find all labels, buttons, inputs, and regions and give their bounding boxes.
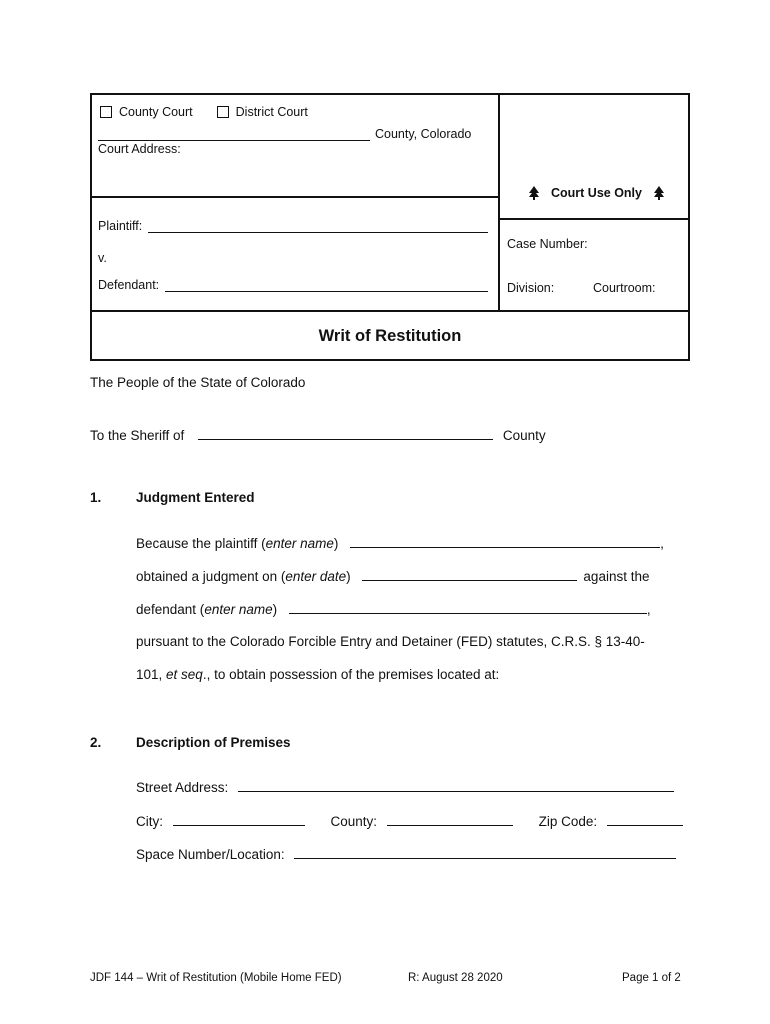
footer-page-number: Page 1 of 2	[622, 972, 681, 984]
courtroom-label: Courtroom:	[593, 281, 656, 295]
street-address-field[interactable]	[238, 780, 674, 792]
line5-prefix: 101,	[136, 667, 167, 682]
district-court-checkbox[interactable]	[217, 106, 229, 118]
line2-italic: enter date	[285, 569, 347, 584]
plaintiff-label: Plaintiff:	[98, 219, 143, 233]
line1-prefix: Because the plaintiff (	[136, 536, 266, 551]
section2-heading: Description of Premises	[136, 735, 291, 750]
defendant-name-row	[136, 602, 651, 617]
statute-continuation	[136, 667, 499, 682]
city-field[interactable]	[173, 814, 305, 826]
judgment-date-row	[136, 569, 649, 584]
district-court-label: District Court	[235, 105, 308, 119]
line3-end: ,	[646, 602, 651, 617]
line2-suffix: )	[346, 569, 351, 584]
up-arrow-icon	[652, 186, 666, 200]
zip-code-label: Zip Code:	[538, 814, 598, 829]
line3-prefix: defendant (	[136, 602, 205, 617]
line3-italic: enter name	[204, 602, 273, 617]
division-label: Division:	[507, 281, 555, 295]
judgment-date-field[interactable]	[362, 569, 577, 581]
line3-suffix: )	[272, 602, 278, 617]
caption-box	[90, 93, 690, 361]
sheriff-prefix: To the Sheriff of	[90, 428, 185, 443]
sheriff-county-field[interactable]	[198, 428, 493, 440]
versus-label: v.	[98, 251, 107, 265]
court-type-row	[100, 105, 332, 119]
county-field[interactable]	[387, 814, 513, 826]
street-address-label: Street Address:	[136, 780, 229, 795]
zip-code-field[interactable]	[607, 814, 683, 826]
court-use-only-label: Court Use Only	[551, 186, 642, 200]
section2-number: 2.	[90, 735, 102, 750]
defendant-label: Defendant:	[98, 278, 160, 292]
line1-suffix: )	[333, 536, 339, 551]
county-label: County:	[330, 814, 378, 829]
plaintiff-name-row	[136, 536, 664, 551]
up-arrow-icon	[527, 186, 541, 200]
line2-end: against the	[583, 569, 650, 584]
plaintiff-row	[98, 219, 488, 233]
judgment-defendant-field[interactable]	[289, 602, 647, 614]
city-county-zip-row	[136, 814, 683, 829]
space-number-field[interactable]	[294, 847, 676, 859]
document-title: Writ of Restitution	[318, 327, 462, 345]
space-number-row	[136, 847, 676, 862]
line5-suffix: ., to obtain possession of the premises located at:	[202, 667, 500, 682]
section1-number: 1.	[90, 490, 102, 505]
judgment-plaintiff-field[interactable]	[350, 536, 660, 548]
line1-end: ,	[660, 536, 664, 551]
court-use-divider	[498, 218, 688, 220]
footer-revision: R: August 28 2020	[408, 972, 503, 984]
section1-heading: Judgment Entered	[136, 490, 255, 505]
line1-italic: enter name	[265, 536, 334, 551]
sheriff-row	[90, 428, 546, 443]
street-address-row	[136, 780, 674, 795]
court-section-divider	[92, 196, 500, 198]
footer-form-id: JDF 144 – Writ of Restitution (Mobile Home FED)	[90, 972, 342, 984]
county-court-checkbox[interactable]	[100, 106, 112, 118]
line5-italic: et seq	[166, 667, 203, 682]
county-name-field[interactable]	[98, 128, 370, 141]
people-line: The People of the State of Colorado	[90, 375, 306, 390]
sheriff-suffix: County	[502, 428, 546, 443]
title-divider	[92, 310, 688, 312]
case-number-label: Case Number:	[507, 237, 588, 251]
statute-line: pursuant to the Colorado Forcible Entry and Detainer (FED) statutes, C.R.S. § 13-40-	[136, 634, 645, 649]
defendant-row	[98, 278, 488, 292]
county-name-row	[98, 127, 471, 141]
caption-vertical-divider	[498, 95, 500, 312]
line2-prefix: obtained a judgment on (	[136, 569, 286, 584]
space-number-label: Space Number/Location:	[136, 847, 285, 862]
plaintiff-field[interactable]	[148, 220, 488, 233]
court-use-only-banner	[517, 186, 676, 200]
county-court-label: County Court	[119, 105, 193, 119]
defendant-field[interactable]	[165, 279, 488, 292]
county-suffix: County, Colorado	[375, 127, 472, 141]
city-label: City:	[136, 814, 163, 829]
court-address-label: Court Address:	[98, 142, 181, 156]
